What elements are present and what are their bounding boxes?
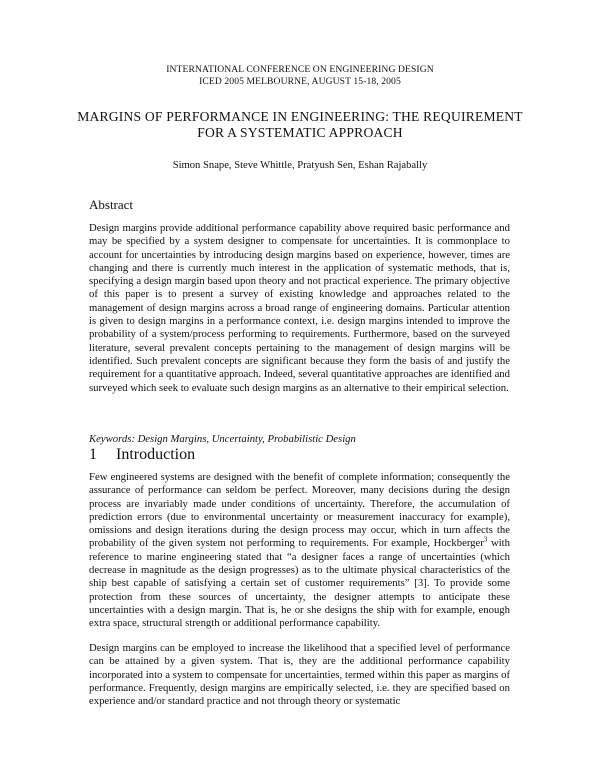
intro-paragraph-1: [89, 471, 510, 631]
abstract-heading: Abstract: [89, 197, 134, 212]
keywords: Keywords: Design Margins, Uncertainty, Probabilistic Design: [89, 433, 356, 445]
paper-title: [60, 109, 540, 141]
paper-title-line-1: MARGINS OF PERFORMANCE IN ENGINEERING: THE REQUIREMENT: [77, 109, 523, 124]
conference-venue-date: ICED 2005 MELBOURNE, AUGUST 15-18, 2005: [199, 76, 401, 87]
footnote-reference: 3: [483, 535, 488, 544]
intro-paragraph-2: Design margins can be employed to increase the likelihood that a specified level of performance can be attained by a given system. That is, they are the additional performance capability incorporated into a system to compensate for uncertainties, termed within this paper as margins of performance. Frequently, design margins are empirically selected, i.e. they are specified based on experience and/or standard practice and not through theory or systematic: [89, 642, 510, 708]
intro-paragraph-1-text-b: with reference to marine engineering stated that “a designer faces a range of uncertainties (which decrease in magnitude as the design progresses) as to the ultimate physical characteristics of the ship best capable of satisfying a certain set of customer requirements” [3]. To provide some protection from these sources of uncertainty, the designer attempts to anticipate these uncertainties with a design margin. That is, he or she designs the ship with for example, enough extra space, structural strength or additional performance capability.: [89, 537, 510, 630]
intro-paragraph-1-text-a: Few engineered systems are designed with the benefit of complete information; consequently the assurance of performance can seldom be perfect. Moreover, many decisions during the design process are invariably made under conditions of uncertainty. Therefore, the accumulation of prediction errors (due to environmental uncertainty or measurement inaccuracy for example), omissions and design iterations during the design process may occur, which in turn affects the probability of the given system not performing to requirements. For example, Hockberger: [89, 471, 510, 550]
section-title: Introduction: [116, 446, 196, 463]
paper-title-line-2: FOR A SYSTEMATIC APPROACH: [197, 125, 403, 140]
section-number: 1: [89, 446, 97, 463]
conference-header: [0, 64, 600, 88]
authors: Simon Snape, Steve Whittle, Pratyush Sen, Eshan Rajabally: [172, 160, 428, 171]
abstract-text: Design margins provide additional performance capability above required basic performance and may be specified by a system designer to compensate for uncertainties. It is commonplace to account for uncertainties by introducing design margins based on experience, however, times are changing and there is currently much interest in the application of systematic methods, that is, specifying a design margin based upon theory and not practical experience. The primary objective of this paper is to present a survey of existing knowledge and approaches related to the management of design margins across a broad range of engineering domains. Particular attention is given to design margins in a performance context, i.e. design margins intended to improve the probability of a system/process performing to requirements. Furthermore, based on the surveyed literature, several prevalent concepts pertaining to the management of design margins will be identified. Such prevalent concepts are significant because they form the basis of and justify the requirement for a quantitative approach. Indeed, several quantitative approaches are identified and surveyed which seek to evaluate such design margins as an alternative to their empirical selection.: [89, 222, 510, 394]
section-heading: [89, 445, 195, 465]
conference-name: INTERNATIONAL CONFERENCE ON ENGINEERING DESIGN: [166, 64, 434, 75]
